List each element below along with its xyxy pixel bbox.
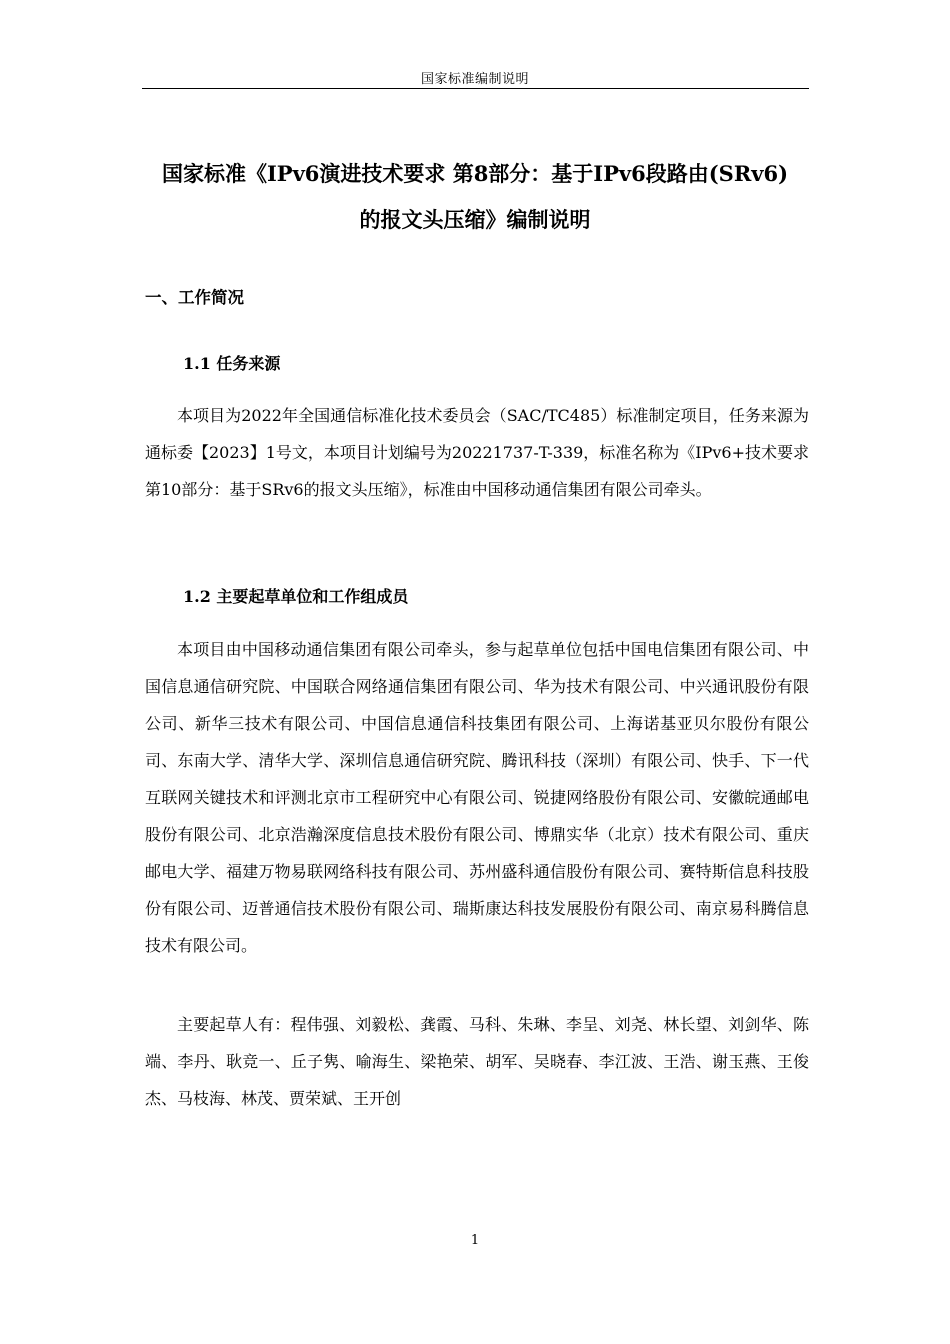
running-header: 国家标准编制说明 <box>420 72 529 87</box>
section-heading-work-overview: 一、工作简况 <box>145 288 244 307</box>
page-number: 1 <box>470 1233 480 1248</box>
paragraph-drafting-units: 本项目由中国移动通信集团有限公司牵头，参与起草单位包括中国电信集团有限公司、中国信息通信研究院、中国联合网络通信集团有限公司、华为技术有限公司、中兴通讯股份有限公司、新华三技术有限公司、中国信息通信科技集团有限公司、上海诺基亚贝尔股份有限公司、东南大学、清华大学、深圳信息通信研究院、腾讯科技（深圳）有限公司、快手、下一代互联网关键技术和评测北京市工程研究中心有限公司、锐捷网络股份有限公司、安徽皖通邮电股份有限公司、北京浩瀚深度信息技术股份有限公司、博鼎实华（北京）技术有限公司、重庆邮电大学、福建万物易联网络科技有限公司、苏州盛科通信股份有限公司、赛特斯信息科技股份有限公司、迈普通信技术股份有限公司、瑞斯康达科技发展股份有限公司、南京易科腾信息技术有限公司。 <box>145 640 809 955</box>
document-title-line-2: 的报文头压缩》编制说明 <box>359 207 591 232</box>
document-title-line-1: 国家标准《IPv6演进技术要求 第8部分：基于IPv6段路由(SRv6) <box>161 161 789 186</box>
header-divider <box>142 88 809 89</box>
subsection-heading-drafting-units: 1.2 主要起草单位和工作组成员 <box>183 587 409 606</box>
paragraph-task-source: 本项目为2022年全国通信标准化技术委员会（SAC/TC485）标准制定项目，任务来源为通标委【2023】1号文，本项目计划编号为20221737-T-339，标准名称为《IPv6+技术要求 第10部分：基于SRv6的报文头压缩》，标准由中国移动通信集团有限公司牵头。 <box>145 406 810 499</box>
subsection-heading-task-source: 1.1 任务来源 <box>183 354 281 373</box>
paragraph-drafters: 主要起草人有：程伟强、刘毅松、龚霞、马科、朱琳、李呈、刘尧、林长望、刘剑华、陈端、李丹、耿竞一、丘子隽、喻海生、梁艳荣、胡军、吴晓春、李江波、王浩、谢玉燕、王俊杰、马枝海、林茂、贾荣斌、王开创 <box>145 1015 809 1108</box>
